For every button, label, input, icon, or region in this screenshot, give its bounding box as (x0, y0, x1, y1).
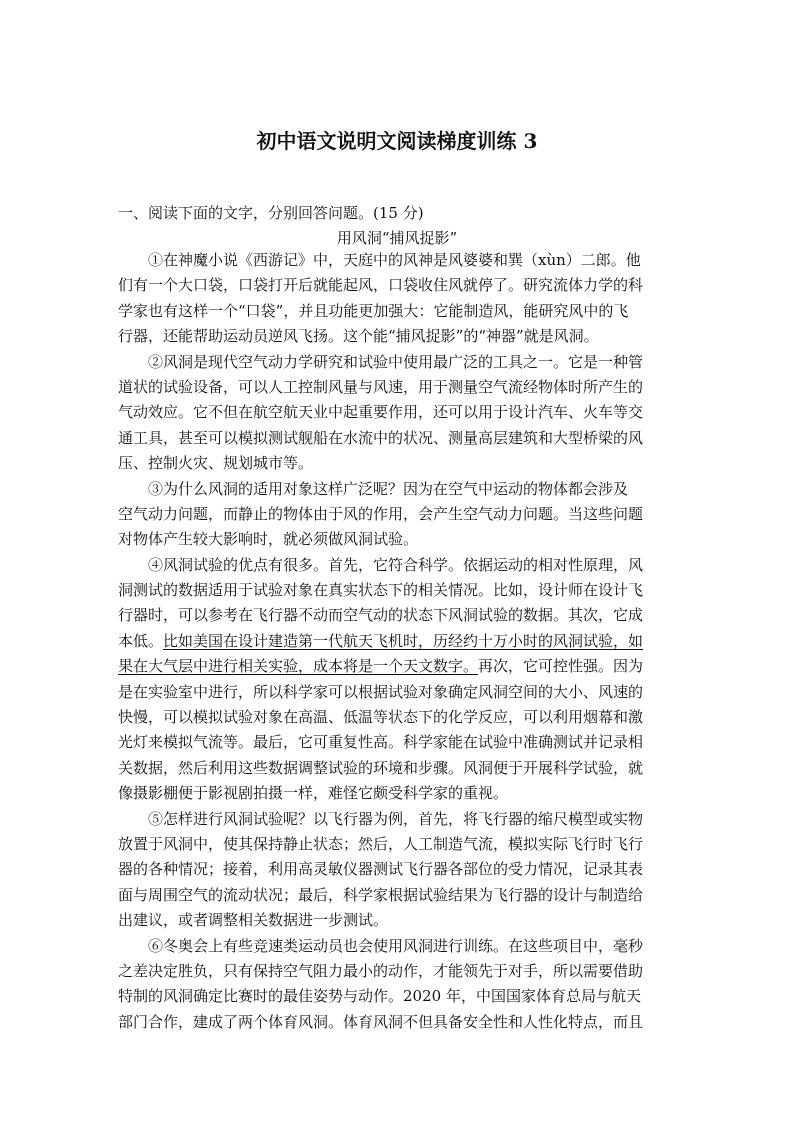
paragraph-line (118, 984, 677, 1009)
paragraph-line (118, 553, 677, 578)
paragraph-line (118, 324, 677, 349)
paragraph-2 (118, 350, 677, 477)
text-segment: 洞测试的数据适用于试验对象在真实状态下的相关情况。比如，设计师在设计飞 (118, 581, 644, 600)
text-segment: ⑥冬奥会上有些竞速类运动员也会使用风洞进行训练。在这些项目中，毫秒 (148, 936, 644, 955)
text-segment: 器的各种情况；接着，利用高灵敏仪器测试飞行器各部位的受力情况，记录其表 (118, 860, 644, 879)
text-segment: ②风洞是现代空气动力学研究和试验中使用最广泛的工具之一。它是一种管 (148, 352, 644, 371)
text-segment: 空气动力问题，而静止的物体由于风的作用，会产生空气动力问题。当这些问题 (118, 504, 644, 523)
text-segment: 特制的风洞确定比赛时的最佳姿势与动作。2020 年，中国国家体育总局与航天 (118, 987, 641, 1006)
text-segment: 行器，还能帮助运动员逆风飞扬。这个能“捕风捉影”的“神器”就是风洞。 (118, 327, 599, 346)
paragraph-6 (118, 934, 677, 1036)
question-intro: 一、阅读下面的文字，分别回答问题。(15 分) (118, 204, 424, 222)
document-title: 初中语文说明文阅读梯度训练 3 (256, 129, 538, 153)
paragraph-line (118, 629, 677, 654)
text-segment: 通工具，甚至可以模拟测试舰船在水流中的状况、测量高层建筑和大型桥梁的风 (118, 428, 644, 447)
paragraph-line (118, 248, 677, 273)
paragraph-line (118, 273, 677, 298)
paragraph-line (118, 908, 677, 933)
text-segment: 面与周围空气的流动状况；最后，科学家根据试验结果为飞行器的设计与制造给 (118, 885, 644, 904)
text-segment: 行器时，可以参考在飞行器不动而空气动的状态下风洞试验的数据。其次，它成 (118, 606, 644, 625)
paragraph-line (118, 730, 677, 755)
text-segment: ④风洞试验的优点有很多。首先，它符合科学。依据运动的相对性原理，风 (148, 555, 644, 574)
paragraph-line (118, 883, 677, 908)
text-segment: 再次，它可控性强。因为 (478, 657, 644, 676)
paragraph-line (118, 375, 677, 400)
text-segment: 对物体产生较大影响时，就必须做风洞试验。 (118, 530, 419, 549)
paragraph-line (118, 350, 677, 375)
paragraph-line (118, 832, 677, 857)
paragraph-line (118, 807, 677, 832)
text-segment: ⑤怎样进行风洞试验呢？以飞行器为例，首先，将飞行器的缩尺模型或实物 (148, 809, 644, 828)
paragraph-line (118, 426, 677, 451)
paragraph-line (118, 680, 677, 705)
paragraph-3 (118, 477, 677, 553)
paragraph-line (118, 451, 677, 476)
text-segment: 学家也有这样一个“口袋”，并且功能更加强大：它能制造风，能研究风中的飞 (118, 301, 629, 320)
paragraph-line (118, 477, 677, 502)
text-segment: 光灯来模拟气流等。最后，它可重复性高。科学家能在试验中准确测试并记录相 (118, 733, 644, 752)
text-segment: 像摄影棚便于影视剧拍摄一样，难怪它颇受科学家的重视。 (118, 784, 509, 803)
article-title: 用风洞“捕风捉影” (336, 229, 458, 247)
underlined-text: 比如美国在设计建造第一代航天飞机时，历经约十万小时的风洞试验，如 (163, 631, 644, 650)
paragraph-line (118, 502, 677, 527)
paragraph-line (118, 705, 677, 730)
text-segment: 是在实验室中进行，所以科学家可以根据试验对象确定风洞空间的大小、风速的 (118, 682, 644, 701)
text-segment: 压、控制火灾、规划城市等。 (118, 454, 314, 473)
text-segment: 出建议，或者调整相关数据进一步测试。 (118, 911, 389, 930)
paragraph-line (118, 527, 677, 552)
text-segment: ①在神魔小说《西游记》中，天庭中的风神是风婆婆和巽（xùn）二郎。他 (148, 251, 641, 269)
paragraph-line (118, 400, 677, 425)
text-segment: 气动效应。它不但在航空航天业中起重要作用，还可以用于设计汽车、火车等交 (118, 403, 644, 422)
paragraph-line (118, 654, 677, 679)
text-segment: 道状的试验设备，可以人工控制风量与风速，用于测量空气流经物体时所产生的 (118, 377, 644, 396)
paragraph-line (118, 1010, 677, 1035)
paragraph-line (118, 756, 677, 781)
paragraph-line (118, 299, 677, 324)
paragraph-1 (118, 248, 677, 350)
paragraph-line (118, 959, 677, 984)
paragraph-5 (118, 807, 677, 934)
text-segment: 放置于风洞中，使其保持静止状态；然后，人工制造气流，模拟实际飞行时飞行 (118, 834, 644, 853)
paragraph-line (118, 603, 677, 628)
text-segment: ③为什么风洞的适用对象这样广泛呢？因为在空气中运动的物体都会涉及 (148, 479, 629, 498)
text-segment: 快慢，可以模拟试验对象在高温、低温等状态下的化学反应，可以利用烟幕和激 (118, 708, 644, 727)
paragraph-line (118, 934, 677, 959)
text-segment: 本低。 (118, 631, 164, 650)
text-segment: 之差决定胜负，只有保持空气阻力最小的动作，才能领先于对手，所以需要借助 (118, 961, 644, 980)
text-segment: 关数据，然后利用这些数据调整试验的环境和步骤。风洞便于开展科学试验，就 (118, 758, 644, 777)
paragraph-line (118, 578, 677, 603)
text-segment: 部门合作，建成了两个体育风洞。体育风洞不但具备安全性和人性化特点，而且 (118, 1012, 644, 1031)
paragraph-line (118, 857, 677, 882)
paragraph-line (118, 781, 677, 806)
paragraph-4 (118, 553, 677, 807)
underlined-text: 果在大气层中进行相关实验，成本将是一个天文数字。 (118, 657, 479, 676)
article-body (118, 248, 677, 1035)
text-segment: 们有一个大口袋，口袋打开后就能起风，口袋收住风就停了。研究流体力学的科 (118, 276, 644, 295)
